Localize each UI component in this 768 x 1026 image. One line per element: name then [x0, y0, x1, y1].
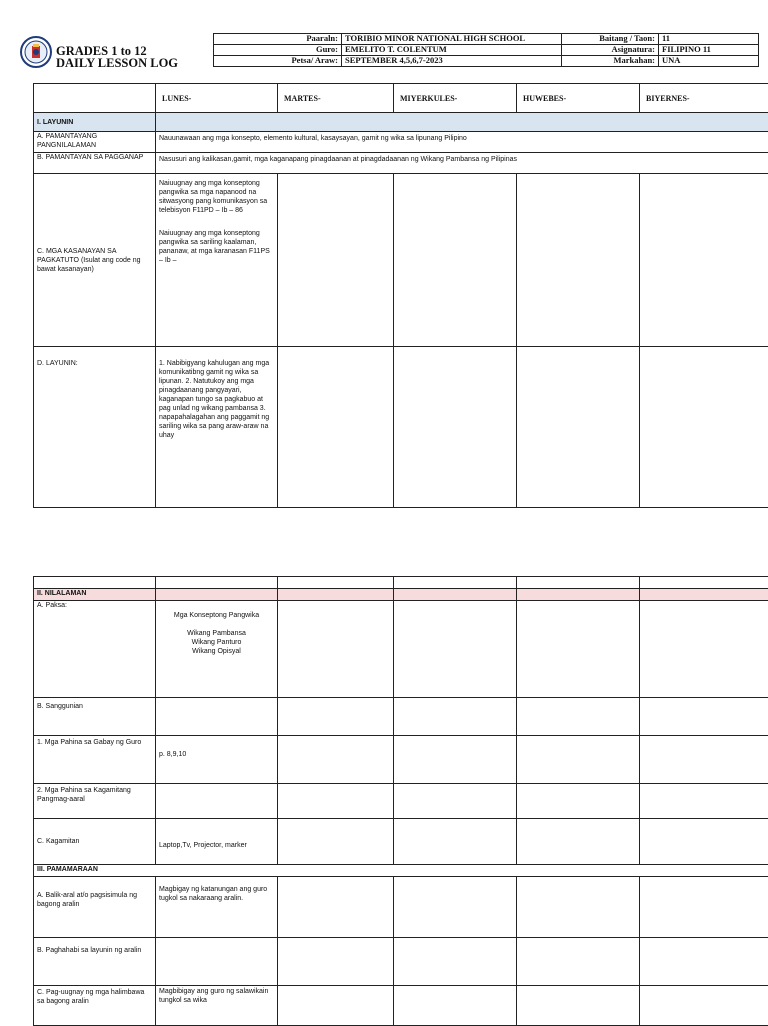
header-info-table [213, 33, 759, 67]
competency-1: Naiuugnay ang mga konseptong pangwika sa mga napanood na sitwasyong pang komunikasyon sa telebisyon F11PD – Ib – 86 [159, 179, 274, 215]
deped-seal-icon [20, 36, 52, 68]
section-content: II. NILALAMAN [34, 589, 156, 601]
teacher-guide-value: p. 8,9,10 [156, 736, 278, 784]
date-value: SEPTEMBER 4,5,6,7-2023 [342, 56, 562, 67]
competencies-label: C. MGA KASANAYAN SA PAGKATUTO (Isulat ang code ng bawat kasanayan) [34, 174, 156, 347]
review-label: A. Balik-aral at/o pagsisimula ng bagong aralin [34, 877, 156, 938]
references-label: B. Sanggunian [34, 698, 156, 736]
school-value: TORIBIO MINOR NATIONAL HIGH SCHOOL [342, 34, 562, 45]
topic-value [156, 601, 278, 698]
quarter-value: UNA [659, 56, 759, 67]
grade-label: Baitang / Taon: [562, 34, 659, 45]
review-value: Magbigay ng katanungan ang guro tugkol sa nakaraang aralin. [156, 877, 278, 938]
performance-standard-label: B. PAMANTAYAN SA PAGGANAP [34, 153, 156, 174]
school-label: Paaraln: [214, 34, 342, 45]
day-thursday: HUWEBES- [517, 84, 640, 113]
topic-title: Mga Konseptong Pangwika [159, 611, 274, 620]
objectives-value: 1. Nabibigyang kahulugan ang mga komunikatibng gamit ng wika sa lipunan. 2. Natutukoy ang mga pinagdaanang pangyayari, kaganapan tungo sa pagkabuo at pag unlad ng wikang pambansa 3. napapahalagahan ang paggamit ng sariling wika sa pang araw-araw na uhay [156, 347, 278, 508]
form-title-line1: GRADES 1 to 12 [56, 44, 147, 58]
date-label: Petsa/ Araw: [214, 56, 342, 67]
competencies-value [156, 174, 278, 347]
subject-label: Asignatura: [562, 45, 659, 56]
day-wednesday: MIYERKULES- [394, 84, 517, 113]
teacher-value: EMELITO T. COLENTUM [342, 45, 562, 56]
day-friday: BIYERNES- [640, 84, 768, 113]
day-tuesday: MARTES- [278, 84, 394, 113]
competency-2: Naiuugnay ang mga konseptong pangwika sa sariling kaalaman, pananaw, at mga karanasan F11PS – Ib – [159, 229, 274, 265]
topic-item: Wikang Pambansa [159, 629, 274, 638]
day-monday: LUNES- [156, 84, 278, 113]
examples-value: Magbibigay ang guro ng salawikain tungkol sa wika [156, 986, 278, 1026]
learner-material-label: 2. Mga Pahina sa Kagamitang Pangmag-aaral [34, 784, 156, 819]
subject-value: FILIPINO 11 [659, 45, 759, 56]
quarter-label: Markahan: [562, 56, 659, 67]
objectives-label: D. LAYUNIN: [34, 347, 156, 508]
section-procedure: III. PAMAMARAAN [34, 865, 768, 877]
section-objectives: I. LAYUNIN [34, 113, 156, 132]
day-header-row [34, 84, 768, 113]
topic-label: A. Paksa: [34, 601, 156, 698]
form-title-line2: DAILY LESSON LOG [56, 56, 178, 70]
topic-item: Wikang Panturo [159, 638, 274, 647]
lesson-table-part1 [33, 83, 768, 508]
materials-value: Laptop,Tv, Projector, marker [156, 819, 278, 865]
topic-item: Wikang Opisyal [159, 647, 274, 656]
content-standard-label: A. PAMANTAYANG PANGNILALAMAN [34, 132, 156, 153]
lesson-table-part2 [33, 576, 768, 1026]
purpose-label: B. Paghahabi sa layunin ng aralin [34, 938, 156, 986]
teacher-guide-label: 1. Mga Pahina sa Gabay ng Guro [34, 736, 156, 784]
materials-label: C. Kagamitan [34, 819, 156, 865]
examples-label: C. Pag-uugnay ng mga halimbawa sa bagong aralin [34, 986, 156, 1026]
content-standard-value: Nauunawaan ang mga konsepto, elemento kultural, kasaysayan, gamit ng wika sa lipunang Pilipino [156, 132, 768, 153]
teacher-label: Guro: [214, 45, 342, 56]
grade-value: 11 [659, 34, 759, 45]
performance-standard-value: Nasusuri ang kalikasan,gamit, mga kaganapang pinagdaanan at pinagdadaanan ng Wikang Pambansa ng Pilipinas [156, 153, 768, 174]
